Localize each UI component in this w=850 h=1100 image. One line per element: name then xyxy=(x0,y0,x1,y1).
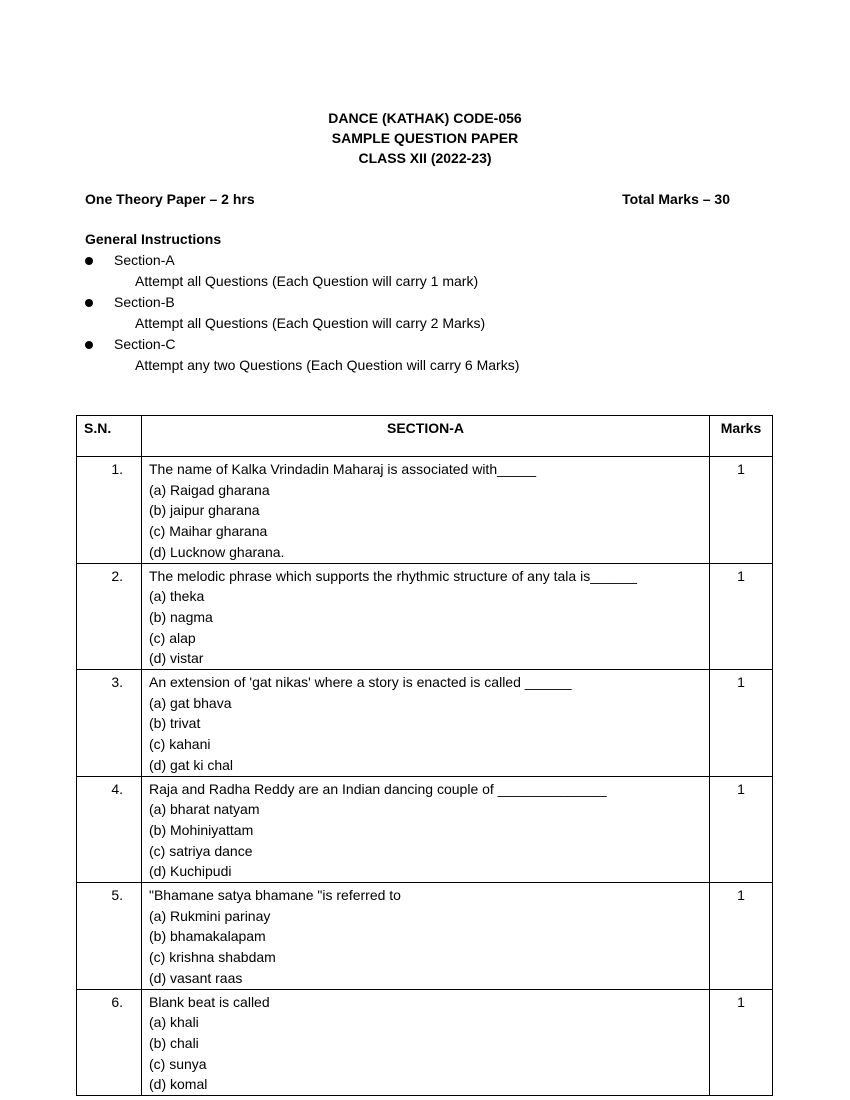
general-instructions xyxy=(85,229,519,376)
question-text: The name of Kalka Vrindadin Maharaj is associated with_____ xyxy=(149,461,537,477)
paper-duration: One Theory Paper – 2 hrs xyxy=(85,191,255,207)
table-row xyxy=(77,457,773,564)
paper-meta xyxy=(85,191,730,207)
instruction-section: Section-B xyxy=(114,294,175,310)
question-marks: 1 xyxy=(710,776,773,883)
question-cell xyxy=(142,457,710,564)
question-cell xyxy=(142,776,710,883)
instruction-item xyxy=(85,292,519,313)
bullet-icon xyxy=(85,341,93,349)
column-header-section: SECTION-A xyxy=(142,416,710,457)
question-number: 6. xyxy=(77,989,142,1096)
option: (a) Rukmini parinay xyxy=(149,907,271,924)
question-text: An extension of 'gat nikas' where a story is enacted is called ______ xyxy=(149,674,572,691)
option: (d) Kuchipudi xyxy=(149,863,232,880)
question-cell xyxy=(142,989,710,1096)
option: (c) Maihar gharana xyxy=(149,523,268,540)
instruction-item xyxy=(85,334,519,355)
total-marks: Total Marks – 30 xyxy=(622,191,730,207)
title-line-type: SAMPLE QUESTION PAPER xyxy=(331,130,519,146)
instructions-heading: General Instructions xyxy=(85,231,222,247)
option: (a) khali xyxy=(149,1014,199,1031)
column-header-sn: S.N. xyxy=(77,416,142,457)
instruction-text: Attempt all Questions (Each Question will carry 1 mark) xyxy=(135,273,479,289)
table-header-row xyxy=(77,416,773,457)
option: (b) chali xyxy=(149,1034,199,1051)
question-text: "Bhamane satya bhamane "is referred to xyxy=(149,887,401,904)
question-marks: 1 xyxy=(710,563,773,670)
option: (d) gat ki chal xyxy=(149,756,234,773)
instruction-section: Section-A xyxy=(114,252,175,268)
instruction-text: Attempt any two Questions (Each Question will carry 6 Marks) xyxy=(135,357,520,373)
table-row xyxy=(77,563,773,670)
question-marks: 1 xyxy=(710,670,773,777)
instruction-item xyxy=(85,250,519,271)
option: (b) trivat xyxy=(149,715,201,732)
paper-title xyxy=(0,108,850,168)
option: (d) vistar xyxy=(149,650,204,667)
option: (b) Mohiniyattam xyxy=(149,821,254,838)
question-number: 5. xyxy=(77,883,142,990)
option: (b) bhamakalapam xyxy=(149,928,266,945)
table-row xyxy=(77,989,773,1096)
option: (d) komal xyxy=(149,1076,208,1093)
option: (a) bharat natyam xyxy=(149,801,260,818)
question-text: Blank beat is called xyxy=(149,993,270,1010)
option: (c) kahani xyxy=(149,736,211,753)
option: (c) krishna shabdam xyxy=(149,949,276,966)
instruction-text: Attempt all Questions (Each Question will carry 2 Marks) xyxy=(135,315,486,331)
option: (a) theka xyxy=(149,588,205,605)
question-text: The melodic phrase which supports the rhythmic structure of any tala is______ xyxy=(149,567,637,584)
option: (a) gat bhava xyxy=(149,694,232,711)
question-cell xyxy=(142,883,710,990)
option: (c) satriya dance xyxy=(149,842,253,859)
option: (b) nagma xyxy=(149,608,213,625)
question-text: Raja and Radha Reddy are an Indian dancing couple of ______________ xyxy=(149,780,607,797)
question-cell xyxy=(142,670,710,777)
question-number: 3. xyxy=(77,670,142,777)
table-row xyxy=(77,670,773,777)
option: (b) jaipur gharana xyxy=(149,502,260,519)
instruction-section: Section-C xyxy=(114,336,176,352)
question-marks: 1 xyxy=(710,457,773,564)
question-cell xyxy=(142,563,710,670)
option: (c) sunya xyxy=(149,1055,207,1072)
option: (d) vasant raas xyxy=(149,969,243,986)
option: (c) alap xyxy=(149,629,196,646)
table-row xyxy=(77,883,773,990)
questions-table xyxy=(76,415,773,1096)
title-line-class: CLASS XII (2022-23) xyxy=(358,150,492,166)
column-header-marks: Marks xyxy=(710,416,773,457)
question-number: 4. xyxy=(77,776,142,883)
option: (a) Raigad gharana xyxy=(149,481,270,498)
bullet-icon xyxy=(85,299,93,307)
question-number: 2. xyxy=(77,563,142,670)
bullet-icon xyxy=(85,257,93,265)
option: (d) Lucknow gharana. xyxy=(149,543,285,560)
question-marks: 1 xyxy=(710,883,773,990)
question-marks: 1 xyxy=(710,989,773,1096)
question-number: 1. xyxy=(77,457,142,564)
table-row xyxy=(77,776,773,883)
title-line-subject: DANCE (KATHAK) CODE-056 xyxy=(328,110,522,126)
